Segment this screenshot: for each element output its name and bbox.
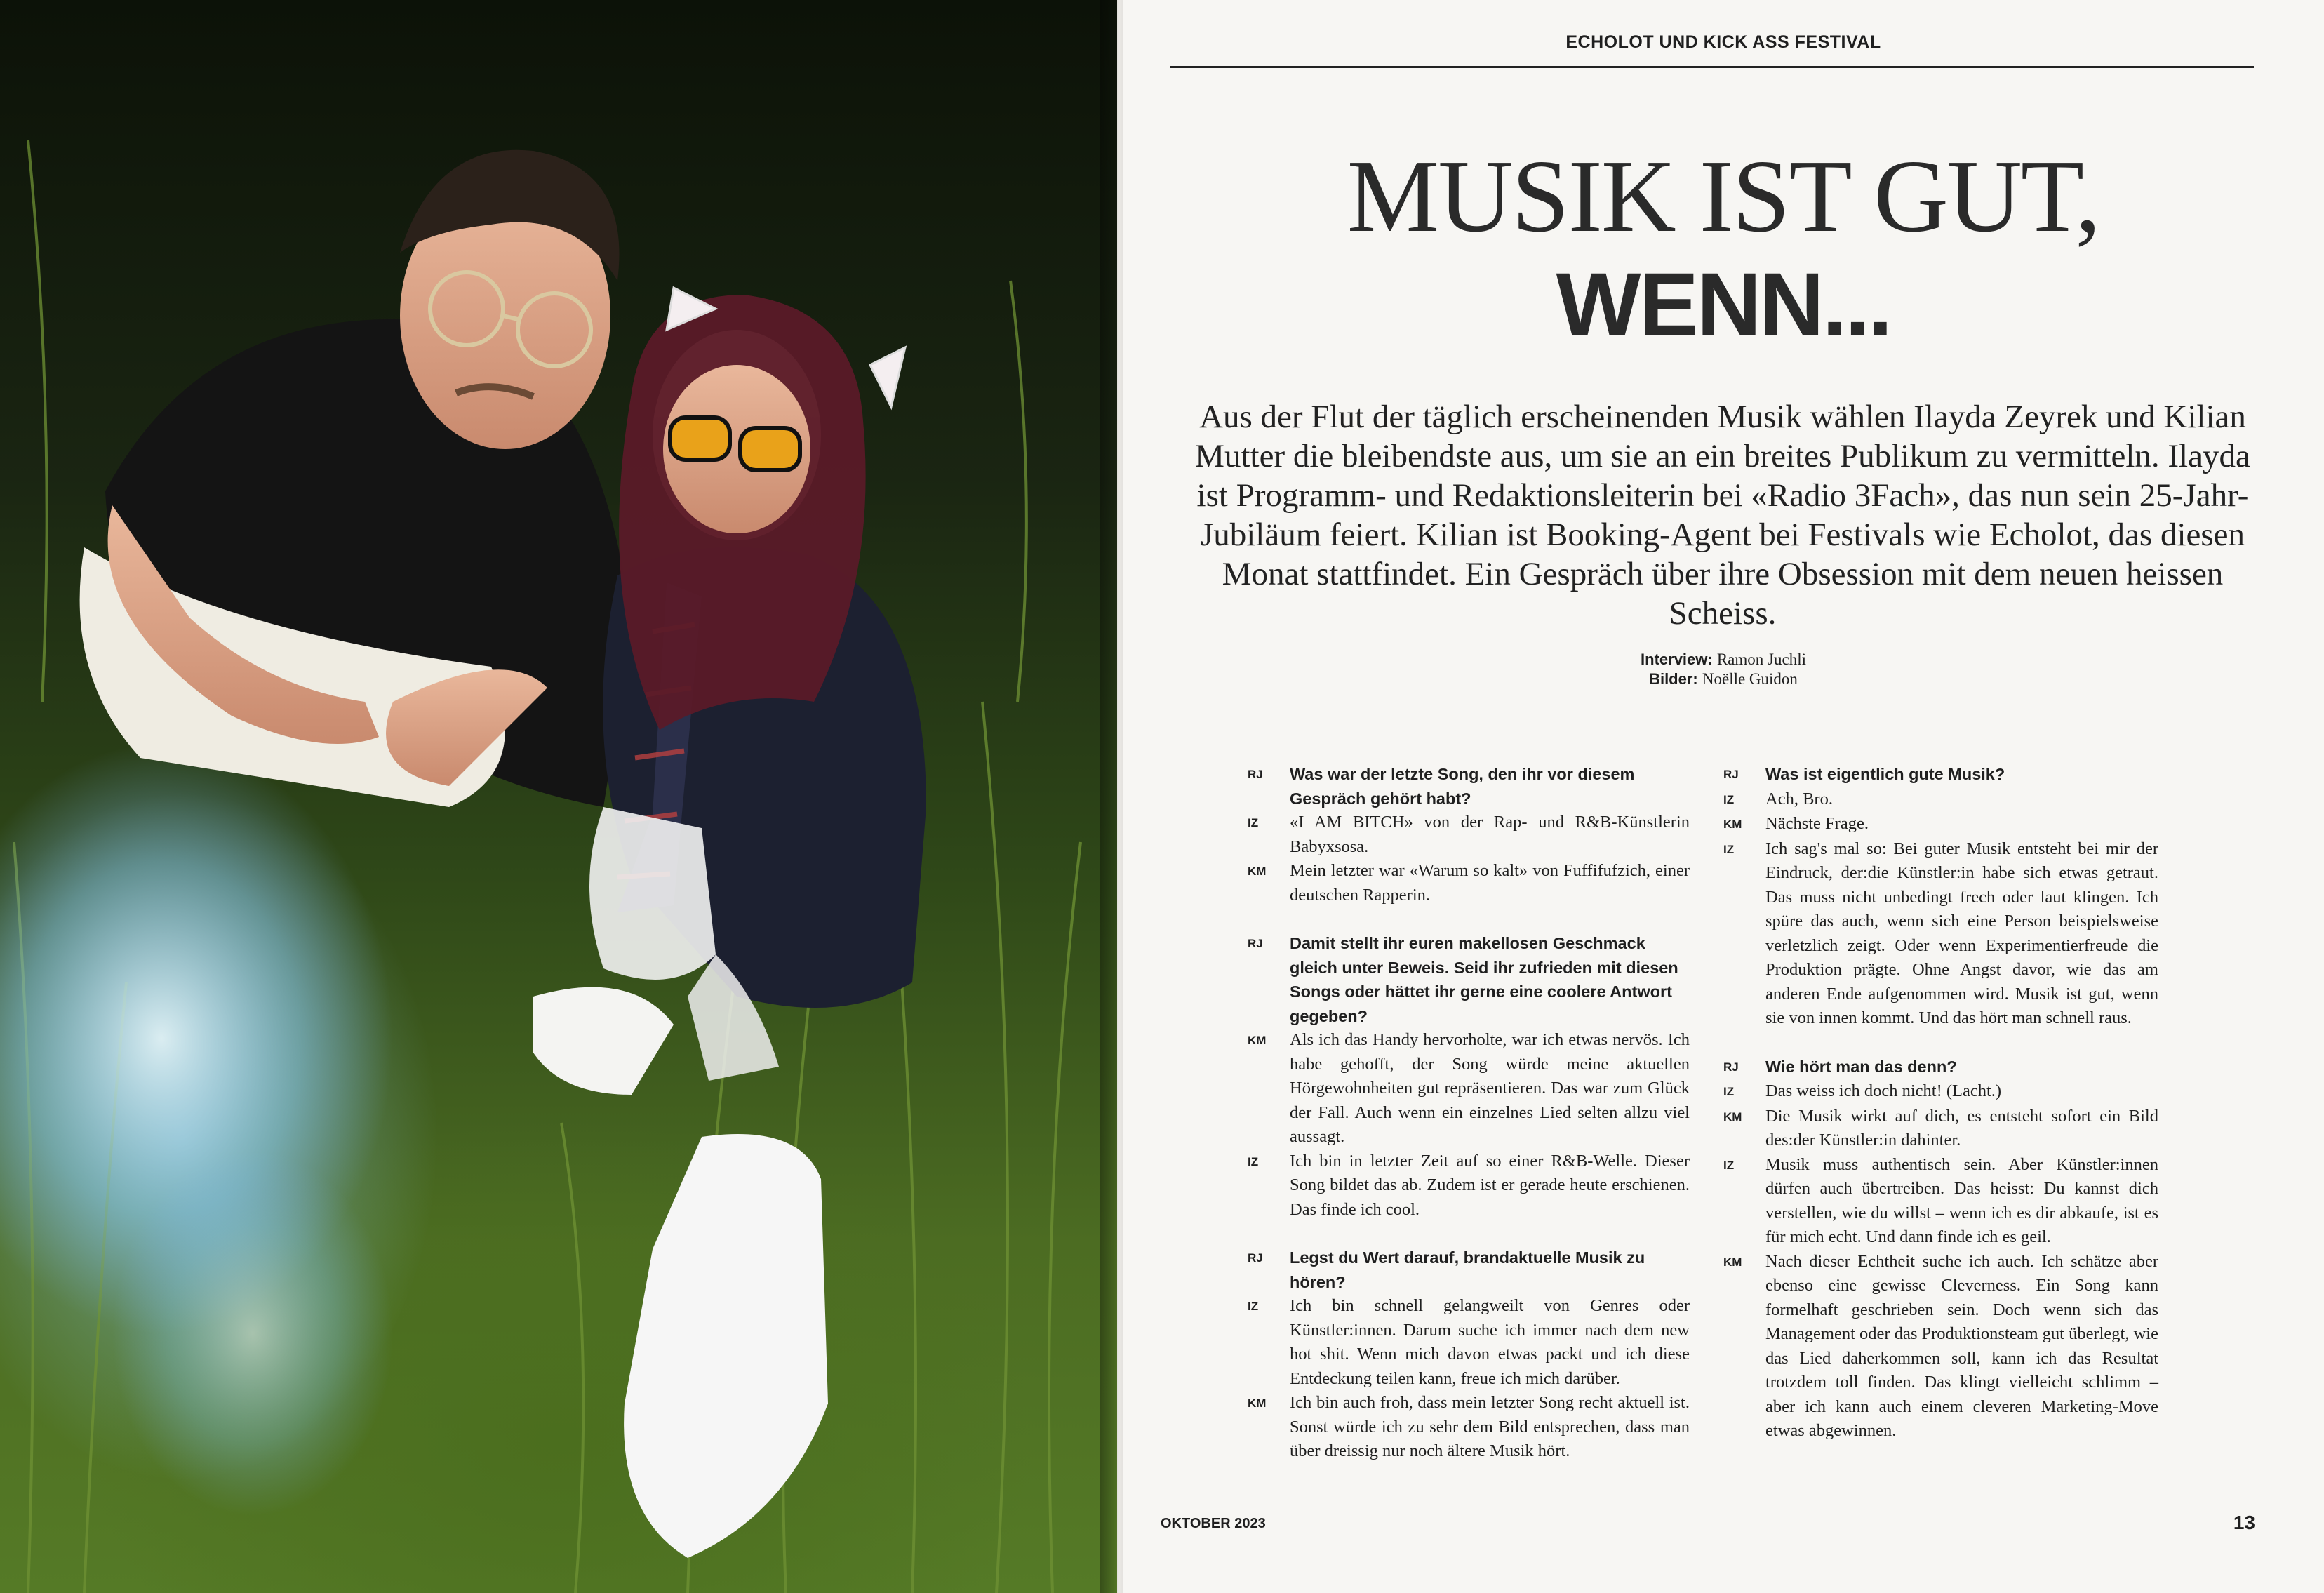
question-text: Was war der letzte Song, den ihr vor diesem Gespräch gehört habt? [1290,765,1635,808]
speaker-initials: RJ [1723,768,1739,781]
speaker-initials: IZ [1723,1085,1735,1098]
speaker-initials: KM [1723,1109,1742,1124]
interview-column-left [1248,762,1690,1464]
interview-answer [1723,787,2158,813]
interview-question [1723,1055,2158,1080]
photo-illustration [0,0,1117,1593]
answer-text: Das weiss ich doch nicht! (Lacht.) [1765,1081,2002,1100]
issue-date: OKTOBER 2023 [1161,1516,1266,1531]
page-number: 13 [2233,1512,2255,1533]
answer-text: Musik muss authentisch sein. Aber Künstler:innen dürfen auch übertreiben. Das heisst: Du kannst dich verstellen, wie du willst – wenn ich es dir abkaufe, ist es für mich echt. Und dann finde ich es geil. [1765,1154,2158,1246]
speaker-initials: KM [1248,1034,1267,1047]
fluffy-leg-warmer [624,1134,828,1558]
headline [1123,140,2324,358]
credit-interview-label: Interview: [1641,651,1713,668]
answer-text: Ach, Bro. [1765,789,1833,808]
speaker-initials: IZ [1723,792,1735,806]
interview-answer [1248,1294,1690,1391]
credits [1123,650,2324,689]
answer-text: Mein letzter war «Warum so kalt» von Fuffifufzich, einer deutschen Rapperin. [1290,861,1690,905]
answer-text: Ich bin schnell gelangweilt von Genres oder Künstler:innen. Darum suche ich immer nach dem new hot shit. Wenn mich davon etwas packt und ich diese Entdeckung teilen kann, freue ich mich darüber. [1290,1296,1690,1388]
question-text: Damit stellt ihr euren makellosen Geschmack gleich unter Beweis. Seid ihr zufrieden mit diesen Songs oder hättet ihr gerne eine coolere Antwort gegeben? [1290,934,1678,1025]
credit-images-name: Noëlle Guidon [1702,670,1798,688]
interview-question [1248,931,1690,1028]
question-text: Was ist eigentlich gute Musik? [1765,765,2005,783]
interview-answer [1248,811,1690,859]
interview-answer [1723,837,2158,1031]
speaker-initials: RJ [1248,937,1263,950]
interview-question [1248,762,1690,811]
interview-answer [1248,1391,1690,1464]
interview-answer [1723,1153,2158,1250]
interview-answer [1248,1028,1690,1149]
question-text: Legst du Wert darauf, brandaktuelle Musik zu hören? [1290,1248,1645,1291]
answer-text: «I AM BITCH» von der Rap- und R&B-Künstlerin Babyxsosa. [1290,813,1690,856]
speaker-initials: IZ [1248,816,1259,829]
interview-column-right [1723,762,2158,1444]
credit-interview [1123,650,2324,669]
answer-text: Ich bin auch froh, dass mein letzter Song recht aktuell ist. Sonst würde ich zu sehr dem Bild entsprechen, dass man über dreissig nur noch ältere Musik hört. [1290,1393,1690,1460]
answer-text: Ich bin in letzter Zeit auf so einer R&B-Welle. Dieser Song bildet das ab. Zudem ist er gerade heute erschienen. Das finde ich cool. [1290,1151,1690,1219]
kicker-divider [1170,66,2254,68]
speaker-initials: RJ [1248,1251,1263,1265]
answer-text: Nach dieser Echtheit suche ich auch. Ich schätze aber ebenso eine gewisse Cleverness. Ein Song kann formelhaft geschrieben sein. Doch wenn sich das Management oder das Produktionsteam gut überlegt, wie das Lied daherkommen soll, kann ich das Resultat trotzdem toll finden. Das klingt vielleicht schlimm – aber ich kann auch einem cleveren Marketing-Move etwas abgewinnen. [1765,1251,2158,1440]
speaker-initials: KM [1248,1397,1267,1410]
answer-text: Ich sag's mal so: Bei guter Musik entsteht bei mir der Eindruck, der:die Künstler:in habe sich etwas getraut. Das muss nicht unbedingt frech oder laut klingen. Ich spüre das auch, wenn sich eine Person beispielsweise verletzlich zeigt. Oder wenn Experimentierfreude die Produktion prägte. Ohne Angst davor, wie das am anderen Ende aufgenommen wird. Musik ist gut, wenn sie von innen kommt. Und das hört man schnell raus. [1765,839,2158,1027]
speaker-initials: IZ [1248,1154,1259,1168]
interview-answer [1723,812,2158,837]
interview-question [1248,1246,1690,1294]
answer-text: Als ich das Handy hervorholte, war ich etwas nervös. Ich habe gehofft, der Song würde meine aktuellen Hörgewohnheiten gut repräsentieren. Das war zum Glück der Fall. Auch wenn ein einzelnes Lied selten allzu viel aussagt. [1290,1030,1690,1146]
answer-text: Nächste Frage. [1765,814,1869,833]
speaker-initials: KM [1248,865,1267,878]
interview-answer [1248,859,1690,907]
speaker-initials: IZ [1723,1158,1735,1172]
sleeve-cuff [533,987,674,1095]
fishnet-stockings [589,807,716,980]
speaker-initials: KM [1723,818,1742,831]
interview-question [1723,762,2158,787]
headline-line-1: MUSIK IST GUT, [1347,139,2100,254]
interview-answer [1723,1105,2158,1153]
credit-interview-name: Ramon Juchli [1716,651,1806,668]
speaker-initials: KM [1723,1255,1742,1269]
answer-text: Die Musik wirkt auf dich, es entsteht sofort ein Bild des:der Künstler:in dahinter. [1765,1106,2158,1149]
intro-paragraph: Aus der Flut der täglich erscheinenden Musik wählen Ilayda Zeyrek und Kilian Mutter die bleibendste aus, um sie an ein breites Publikum zu vermitteln. Ilayda ist Programm- und Redaktionsleiterin bei «Radio 3Fach», das nun sein 25-Jahr-Jubiläum feiert. Kilian ist Booking-Agent bei Festivals wie Echolot, das diesen Monat stattfindet. Ein Gespräch über ihre Obsession mit dem neuen heissen Scheiss. [1195,399,2250,632]
headline-line-2: WENN... [1556,255,1891,355]
speaker-initials: IZ [1248,1300,1259,1313]
cover-photo [0,0,1117,1593]
interview-answer [1248,1149,1690,1222]
speaker-initials: RJ [1248,768,1263,781]
credit-images-label: Bilder: [1649,670,1698,688]
article-page [1123,0,2324,1593]
question-text: Wie hört man das denn? [1765,1057,1957,1076]
credit-images [1123,669,2324,689]
speaker-initials: RJ [1723,1060,1739,1074]
speaker-initials: IZ [1723,842,1735,856]
interview-answer [1723,1250,2158,1444]
section-kicker: ECHOLOT UND KICK ASS FESTIVAL [1565,32,1881,52]
interview-answer [1723,1079,2158,1105]
